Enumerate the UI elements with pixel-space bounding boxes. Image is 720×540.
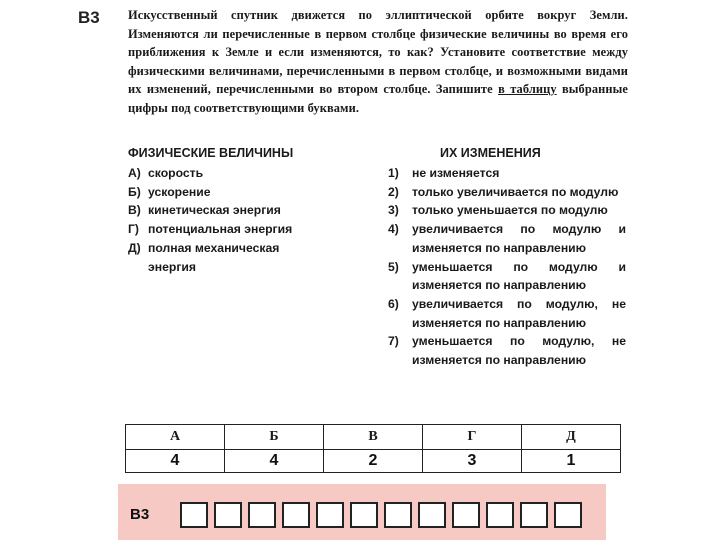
quantity-text: кинетическая энергия	[148, 203, 281, 218]
quantity-item	[128, 201, 368, 220]
answer-header-cell: Г	[423, 425, 522, 450]
change-text: не изменяется	[412, 166, 500, 180]
change-item	[388, 164, 626, 183]
quantity-item	[128, 164, 368, 183]
answer-form-cell[interactable]	[520, 502, 548, 528]
answer-header-cell: В	[324, 425, 423, 450]
answer-form-cell[interactable]	[452, 502, 480, 528]
change-number: 6)	[388, 296, 399, 311]
change-item	[388, 258, 626, 295]
quantity-mark: А)	[128, 166, 141, 180]
change-number: 5)	[388, 259, 399, 274]
task-text-part1: Искусственный спутник движется по эллиптической орбите вокруг Земли. Изменяются ли перечисленные в первом столбце физические величины во время его приближения к Земле и если изменяются, то как? Установите соответствие между физическими величинами, перечисленными в первом столбце, и возможными видами их изменений, перечисленными во втором столбце. Запишите	[128, 8, 628, 97]
task-text-underlined: в таблицу	[498, 82, 557, 97]
changes-header: ИХ ИЗМЕНЕНИЯ	[440, 146, 541, 160]
change-text: увеличивается по модулю, не изменяется по направлению	[412, 296, 626, 330]
answer-form-cell[interactable]	[554, 502, 582, 528]
answer-form-cell[interactable]	[282, 502, 310, 528]
change-number: 3)	[388, 203, 399, 218]
answer-form-cell[interactable]	[316, 502, 344, 528]
quantity-item	[128, 239, 368, 276]
quantity-text: потенциальная энергия	[148, 222, 293, 237]
change-item	[388, 332, 626, 369]
quantities-header: ФИЗИЧЕСКИЕ ВЕЛИЧИНЫ	[128, 146, 294, 160]
change-item	[388, 201, 626, 220]
answer-header-cell: А	[126, 425, 225, 450]
quantity-mark: Д)	[128, 240, 141, 255]
quantity-mark: Г)	[128, 222, 139, 237]
answer-value-cell[interactable]: 4	[126, 450, 225, 473]
change-item	[388, 220, 626, 257]
answer-form-cell[interactable]	[180, 502, 208, 528]
answer-form-cell[interactable]	[248, 502, 276, 528]
answer-form-cell[interactable]	[486, 502, 514, 528]
answer-value-cell[interactable]: 1	[522, 450, 621, 473]
answer-header-cell: Д	[522, 425, 621, 450]
answer-value-cell[interactable]: 4	[225, 450, 324, 473]
change-number: 4)	[388, 222, 399, 237]
change-item	[388, 295, 626, 332]
answer-form-cell[interactable]	[350, 502, 378, 528]
change-text: только уменьшается по модулю	[412, 203, 608, 218]
change-text: уменьшается по модулю, не изменяется по направлению	[412, 334, 626, 368]
quantities-list	[128, 164, 368, 276]
quantity-mark: В)	[128, 203, 141, 218]
quantity-text: полная механическая энергия	[148, 240, 280, 274]
answer-form-label: B3	[130, 506, 150, 523]
quantity-item	[128, 220, 368, 239]
answer-value-cell[interactable]: 3	[423, 450, 522, 473]
answer-form	[118, 484, 606, 540]
change-number: 2)	[388, 184, 399, 199]
quantity-text: скорость	[148, 166, 204, 180]
change-number: 7)	[388, 334, 399, 349]
answer-form-cell[interactable]	[384, 502, 412, 528]
change-item	[388, 183, 626, 202]
change-text: только увеличивается по модулю	[412, 184, 619, 199]
answer-form-cell[interactable]	[214, 502, 242, 528]
quantity-text: ускорение	[148, 184, 211, 199]
quantity-mark: Б)	[128, 184, 141, 199]
task-text-part2: выбранные цифры под соответствующими буквами.	[128, 82, 628, 115]
change-text: уменьшается по модулю и изменяется по направлению	[412, 259, 626, 293]
answer-table-value-row	[126, 450, 621, 473]
answer-value-cell[interactable]: 2	[324, 450, 423, 473]
change-number: 1)	[388, 166, 399, 180]
answer-table	[125, 424, 621, 473]
answer-table-header-row	[126, 425, 621, 450]
change-text: увеличивается по модулю и изменяется по направлению	[412, 222, 626, 255]
answer-form-cells	[180, 502, 588, 528]
task-number: B3	[78, 8, 100, 27]
task-statement	[128, 6, 628, 118]
quantity-item	[128, 183, 368, 202]
answer-header-cell: Б	[225, 425, 324, 450]
changes-list	[388, 164, 626, 370]
answer-form-cell[interactable]	[418, 502, 446, 528]
